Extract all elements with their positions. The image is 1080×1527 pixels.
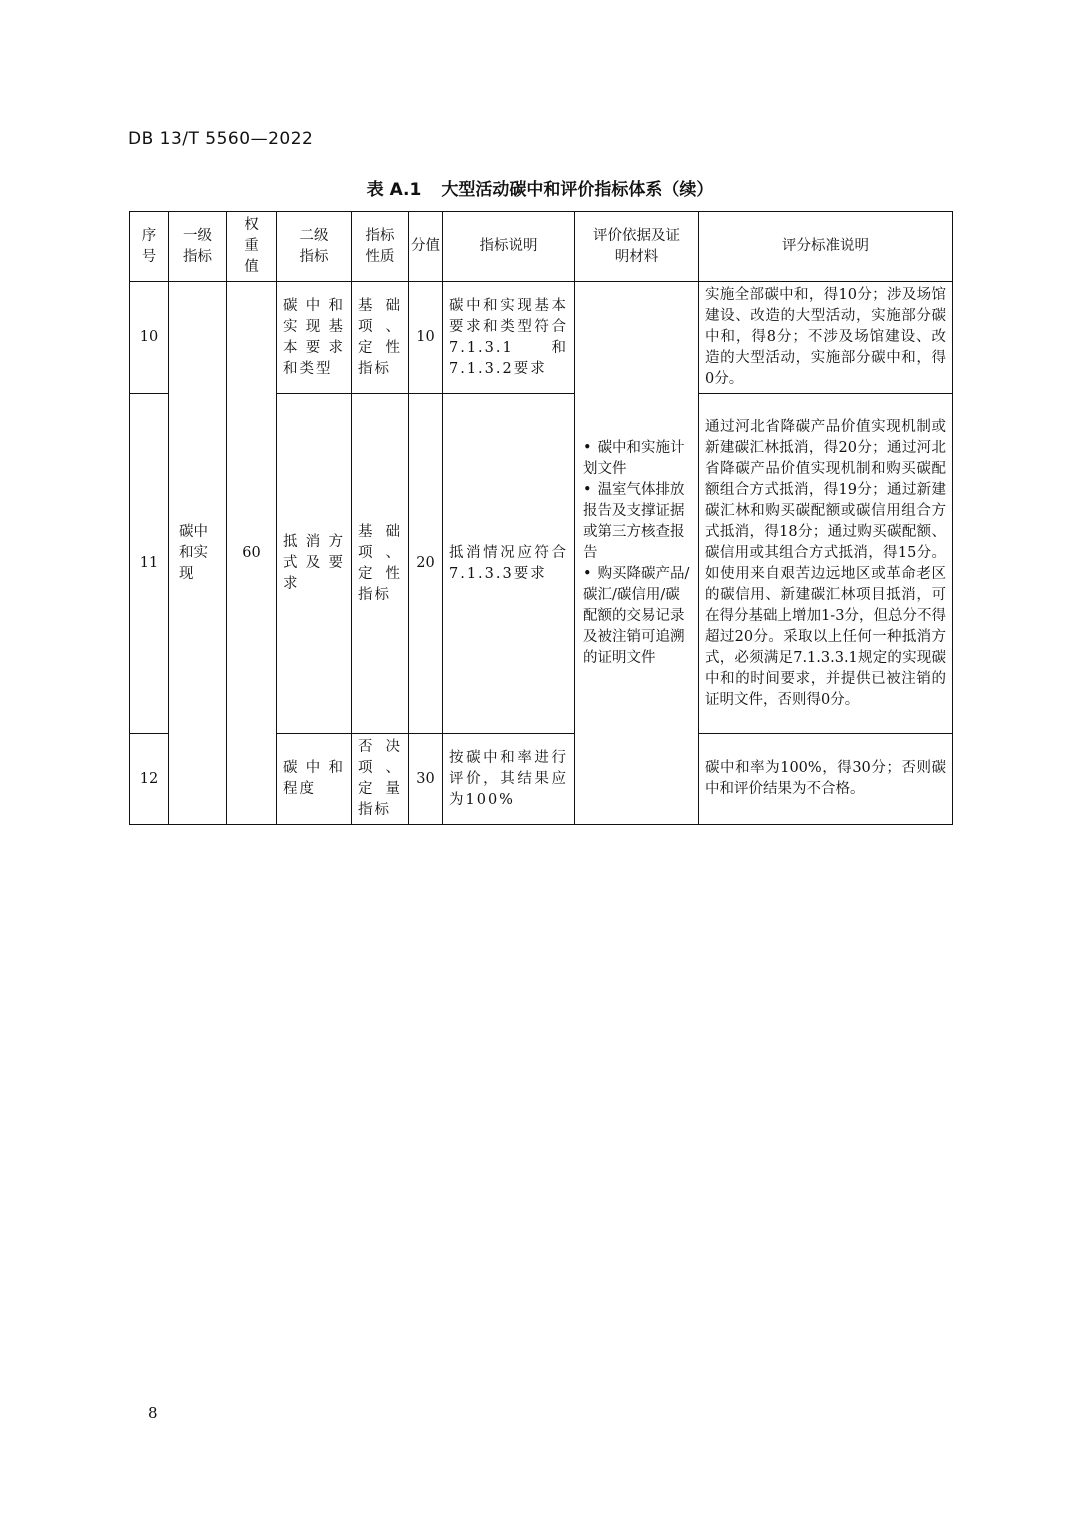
indicator-description: 抵消情况应符合7.1.3.3要求 bbox=[443, 394, 575, 734]
weight-value: 60 bbox=[227, 282, 277, 825]
indicator-nature: 基础项、定性指标 bbox=[352, 282, 409, 394]
col-header-description: 指标说明 bbox=[443, 212, 575, 282]
evidence-materials bbox=[575, 282, 699, 825]
col-header-seq: 序号 bbox=[130, 212, 169, 282]
page-number: 8 bbox=[148, 1404, 158, 1422]
table-header-row bbox=[130, 212, 953, 282]
indicator-nature: 基础项、定性指标 bbox=[352, 394, 409, 734]
table-title: 大型活动碳中和评价指标体系（续） bbox=[441, 180, 714, 200]
row-seq: 10 bbox=[130, 282, 169, 394]
list-item: • 碳中和实施计划文件 bbox=[583, 439, 685, 477]
col-header-level2: 二级指标 bbox=[277, 212, 352, 282]
score-value: 20 bbox=[409, 394, 443, 734]
scoring-criteria: 实施全部碳中和，得10分；涉及场馆建设、改造的大型活动，实施部分碳中和，得8分；不涉及场馆建设、改造的大型活动，实施部分碳中和，得0分。 bbox=[699, 282, 953, 394]
list-item: • 购买降碳产品/碳汇/碳信用/碳配额的交易记录及被注销可追溯的证明文件 bbox=[583, 565, 690, 666]
level1-indicator bbox=[169, 282, 227, 825]
col-header-weight: 权重值 bbox=[227, 212, 277, 282]
score-value: 10 bbox=[409, 282, 443, 394]
table-row bbox=[130, 282, 953, 394]
scoring-criteria: 碳中和率为100%，得30分；否则碳中和评价结果为不合格。 bbox=[699, 734, 953, 825]
indicator-description: 碳中和实现基本要求和类型符合7.1.3.1和7.1.3.2要求 bbox=[443, 282, 575, 394]
bullet-icon: • bbox=[583, 481, 592, 498]
col-header-level1: 一级指标 bbox=[169, 212, 227, 282]
col-header-criteria: 评分标准说明 bbox=[699, 212, 953, 282]
table-number: 表 A.1 bbox=[366, 180, 422, 200]
bullet-icon: • bbox=[583, 439, 592, 456]
col-header-evidence: 评价依据及证明材料 bbox=[575, 212, 699, 282]
level2-indicator: 碳中和实现基本要求和类型 bbox=[277, 282, 352, 394]
level2-indicator: 碳中和程度 bbox=[277, 734, 352, 825]
score-value: 30 bbox=[409, 734, 443, 825]
list-item: • 温室气体排放报告及支撑证据或第三方核查报告 bbox=[583, 481, 685, 561]
col-header-nature: 指标性质 bbox=[352, 212, 409, 282]
evidence-list bbox=[583, 438, 690, 669]
row-seq: 11 bbox=[130, 394, 169, 734]
col-header-score: 分值 bbox=[409, 212, 443, 282]
document-code: DB 13/T 5560—2022 bbox=[128, 129, 314, 149]
indicator-nature: 否决项、定量指标 bbox=[352, 734, 409, 825]
row-seq: 12 bbox=[130, 734, 169, 825]
bullet-icon: • bbox=[583, 565, 592, 582]
level2-indicator: 抵消方式及要求 bbox=[277, 394, 352, 734]
scoring-criteria: 通过河北省降碳产品价值实现机制或新建碳汇林抵消，得20分；通过河北省降碳产品价值实现机制和购买碳配额组合方式抵消，得19分；通过新建碳汇林和购买碳配额或碳信用组合方式抵消，得18分；通过购买碳配额、碳信用或其组合方式抵消，得15分。如使用来自艰苦边远地区或革命老区的碳信用、新建碳汇林项目抵消，可在得分基础上增加1-3分，但总分不得超过20分。采取以上任何一种抵消方式，必须满足7.1.3.3.1规定的实现碳中和的时间要求，并提供已被注销的证明文件，否则得0分。 bbox=[699, 394, 953, 734]
table-caption bbox=[128, 175, 952, 200]
level1-label: 碳中和实现 bbox=[179, 523, 208, 582]
indicator-description: 按碳中和率进行评价，其结果应为100% bbox=[443, 734, 575, 825]
evaluation-index-table bbox=[129, 211, 953, 825]
